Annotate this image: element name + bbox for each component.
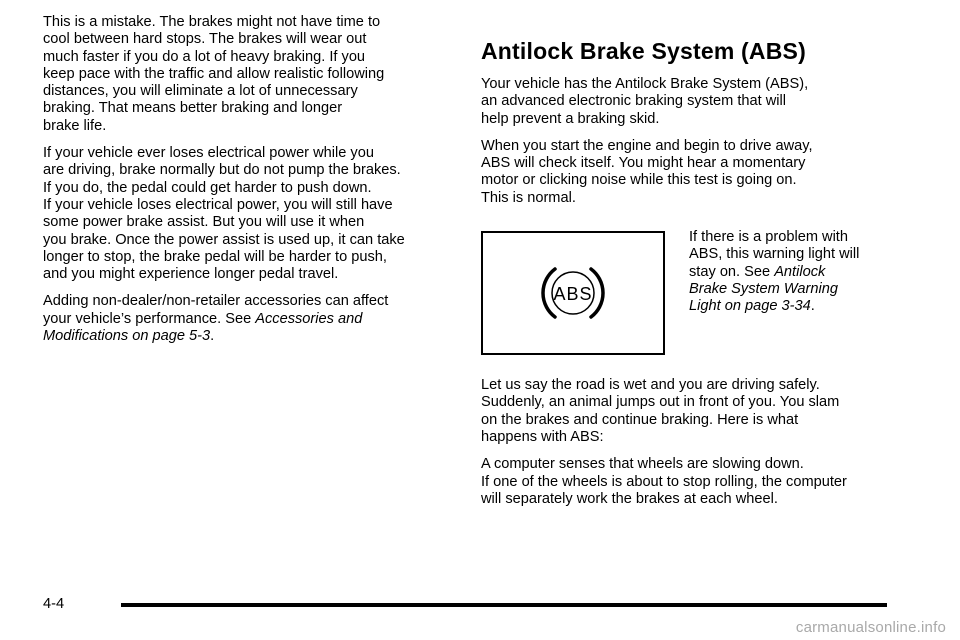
paragraph-abs-warning <box>689 229 919 315</box>
abs-icon-label: ABS <box>553 284 593 305</box>
abs-warning-icon <box>533 263 613 323</box>
section-heading-abs: Antilock Brake System (ABS) <box>481 38 806 64</box>
paragraph-electrical-power: If your vehicle ever loses electrical power while you are driving, brake normally but do not pump the brakes. If you do, the pedal could get harder to push down. If your vehicle loses electrical power, you will still have some power brake assist. But you will use it when you brake. Once the power assist is used up, it can take longer to stop, the brake pedal will be harder to push, and you might experience longer pedal travel. <box>43 145 405 283</box>
right-column <box>481 14 921 518</box>
warning-reference: Antilock Brake System Warning Light on page 3-34 <box>689 263 838 315</box>
paragraph-computer-senses: A computer senses that wheels are slowing down. If one of the wheels is about to stop rolling, the computer will separately work the brakes at each wheel. <box>481 456 847 507</box>
warning-text: If there is a problem with ABS, this warning light will stay on. See <box>689 229 860 280</box>
accessories-text: Adding non-dealer/non-retailer accessories can affect your vehicle’s performance. See <box>43 293 389 327</box>
footer-rule <box>121 603 887 607</box>
accessories-end: . <box>210 328 215 345</box>
abs-warning-text <box>689 229 919 315</box>
paragraph-brake-wear: This is a mistake. The brakes might not have time to cool between hard stops. The brakes will wear out much faster if you do a lot of heavy braking. If you keep pace with the traffic and allow realistic following distances, you will eliminate a lot of unnecessary braking. That means better braking and longer brake life. <box>43 14 385 134</box>
left-column <box>43 14 463 355</box>
abs-warning-light-figure <box>481 231 665 355</box>
paragraph-wet-road: Let us say the road is wet and you are driving safely. Suddenly, an animal jumps out in front of you. You slam on the brakes and continue braking. Here is what happens with ABS: <box>481 377 840 445</box>
abs-warning-section <box>481 229 921 355</box>
accessories-reference: Accessories and Modifications on page 5-3 <box>43 310 363 345</box>
paragraph-abs-intro: Your vehicle has the Antilock Brake System (ABS), an advanced electronic braking system that will help prevent a braking skid. <box>481 76 809 127</box>
page-footer <box>43 594 887 614</box>
page-number: 4-4 <box>43 596 65 612</box>
watermark: carmanualsonline.info <box>795 619 946 636</box>
warning-end: . <box>810 298 815 315</box>
paragraph-accessories <box>43 293 463 345</box>
paragraph-abs-self-check: When you start the engine and begin to drive away, ABS will check itself. You might hear a momentary motor or clicking noise while this test is going on. This is normal. <box>481 137 813 206</box>
